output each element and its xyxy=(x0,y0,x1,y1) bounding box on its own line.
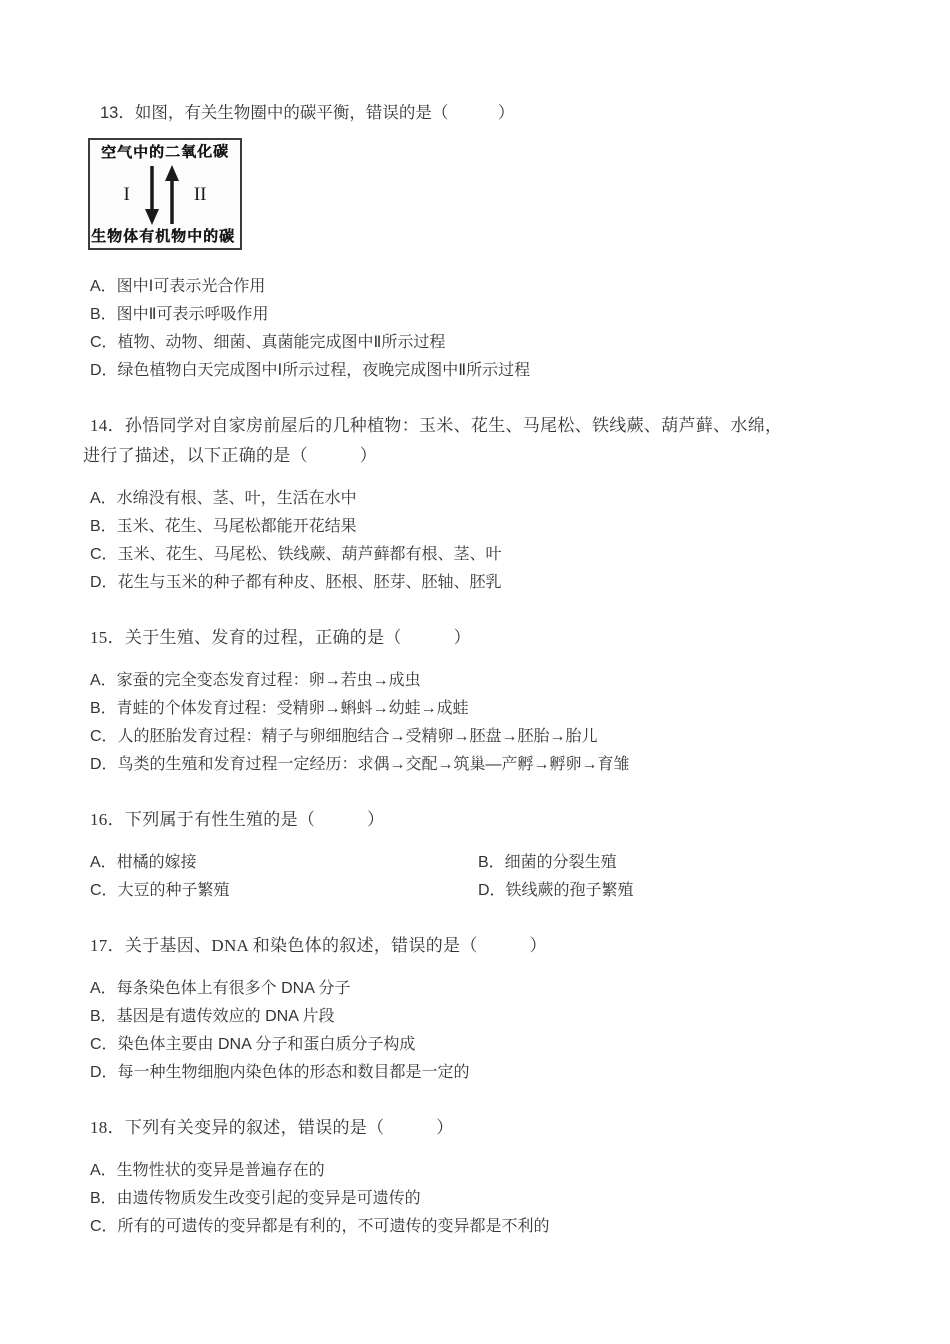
diagram-arrows-area xyxy=(92,163,238,227)
question-18 xyxy=(90,1113,896,1241)
diagram-top-label: 空气中的二氧化碳 xyxy=(100,143,230,162)
question-18-option-a: A．生物性状的变异是普遍存在的 xyxy=(90,1162,325,1179)
question-17-options xyxy=(90,975,896,1087)
roman-numeral-two-label: II xyxy=(193,184,207,205)
question-16 xyxy=(90,805,896,905)
question-13-option-c: C．植物、动物、细菌、真菌能完成图中Ⅱ所示过程 xyxy=(90,334,446,351)
question-14-option-b: B．玉米、花生、马尾松都能开花结果 xyxy=(90,518,357,535)
question-13-option-a: A．图中Ⅰ可表示光合作用 xyxy=(90,278,266,295)
question-18-option-c: C．所有的可遗传的变异都是有利的，不可遗传的变异都是不利的 xyxy=(90,1218,550,1235)
question-13-option-d: D．绿色植物白天完成图中Ⅰ所示过程，夜晚完成图中Ⅱ所示过程 xyxy=(90,362,531,379)
question-16-stem: 16．下列属于有性生殖的是（ ） xyxy=(90,810,385,829)
question-15-option-c: C．人的胚胎发育过程：精子与卵细胞结合→受精卵→胚盘→胚胎→胎儿 xyxy=(90,728,598,745)
question-13-stem: 13．如图，有关生物圈中的碳平衡，错误的是（ ） xyxy=(100,104,515,122)
question-14-stem-line1: 14．孙悟同学对自家房前屋后的几种植物：玉米、花生、马尾松、铁线蕨、葫芦藓、水绵， xyxy=(90,416,783,435)
carbon-cycle-diagram xyxy=(88,138,242,250)
question-17 xyxy=(90,931,896,1087)
question-17-option-a: A．每条染色体上有很多个 DNA 分子 xyxy=(90,980,351,997)
question-15-options xyxy=(90,667,896,779)
question-14-stem-line2: 进行了描述，以下正确的是（ ） xyxy=(83,446,378,465)
question-14-option-c: C．玉米、花生、马尾松、铁线蕨、葫芦藓都有根、茎、叶 xyxy=(90,546,502,563)
question-17-option-d: D．每一种生物细胞内染色体的形态和数目都是一定的 xyxy=(90,1064,470,1081)
question-14 xyxy=(83,411,896,597)
question-17-stem: 17．关于基因、DNA 和染色体的叙述，错误的是（ ） xyxy=(90,936,547,955)
question-15-stem: 15．关于生殖、发育的过程，正确的是（ ） xyxy=(90,628,471,647)
question-18-stem: 18．下列有关变异的叙述，错误的是（ ） xyxy=(90,1118,454,1137)
question-18-option-b: B．由遗传物质发生改变引起的变异是可遗传的 xyxy=(90,1190,421,1207)
question-14-option-a: A．水绵没有根、茎、叶，生活在水中 xyxy=(90,490,357,507)
question-17-option-b: B．基因是有遗传效应的 DNA 片段 xyxy=(90,1008,335,1025)
question-18-options xyxy=(90,1157,896,1241)
question-13 xyxy=(90,98,896,385)
roman-numeral-one-label: I xyxy=(123,184,130,205)
question-14-options xyxy=(90,485,896,597)
up-down-arrows-icon xyxy=(139,164,185,226)
question-13-options xyxy=(90,273,896,385)
question-16-option-a: A．柑橘的嫁接 xyxy=(90,854,197,871)
question-16-option-c: C．大豆的种子繁殖 xyxy=(90,882,230,899)
question-16-option-d: D．铁线蕨的孢子繁殖 xyxy=(478,882,634,899)
question-16-options xyxy=(90,849,896,905)
question-13-option-b: B．图中Ⅱ可表示呼吸作用 xyxy=(90,306,269,323)
question-15-option-a: A．家蚕的完全变态发育过程：卵→若虫→成虫 xyxy=(90,672,421,689)
diagram-bottom-label: 生物体有机物中的碳 xyxy=(91,228,236,245)
question-15 xyxy=(90,623,896,779)
question-14-option-d: D．花生与玉米的种子都有种皮、胚根、胚芽、胚轴、胚乳 xyxy=(90,574,502,591)
question-17-option-c: C．染色体主要由 DNA 分子和蛋白质分子构成 xyxy=(90,1036,416,1053)
question-15-option-b: B．青蛙的个体发育过程：受精卵→蝌蚪→幼蛙→成蛙 xyxy=(90,700,469,717)
question-16-option-b: B．细菌的分裂生殖 xyxy=(478,854,617,871)
question-15-option-d: D．鸟类的生殖和发育过程一定经历：求偶→交配→筑巢—产孵→孵卵→育雏 xyxy=(90,756,630,773)
